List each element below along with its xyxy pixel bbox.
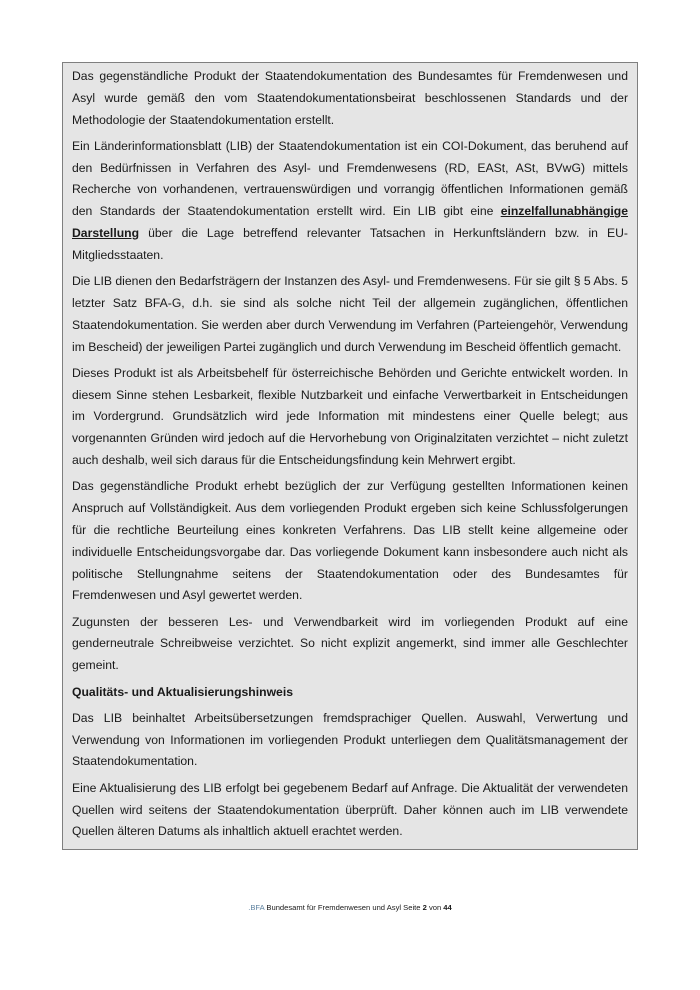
footer-of-word: von [426, 903, 444, 912]
lib-definition-text-start: Ein Länderinformationsblatt (LIB) der Staatendokumentation ist ein COI-Dokument, das beruhend auf den Bedürfnissen in Verfahren des Asyl- und Fremdenwesens (RD, EASt, ASt, BVwG) mittels Recherche von vorhandenen, vertrauenswürdigen und vorrangig öffentlichen Informationen gemäß den Standards der Staatendokumentation erstellt wird. Ein LIB gibt eine [72, 138, 628, 219]
paragraph-arbeitsuebersetzungen: Das LIB beinhaltet Arbeitsübersetzungen fremdsprachiger Quellen. Auswahl, Verwertung und Verwendung von Informationen im vorliegenden Produkt unterliegen dem Qualitätsmanagement der Staatendokumentation. [72, 710, 628, 769]
emphasized-phrase: einzelfallunabhängige Darstellung [72, 204, 628, 241]
paragraph-bedarfstraeger: Die LIB dienen den Bedarfsträgern der Instanzen des Asyl- und Fremdenwesens. Für sie gilt § 5 Abs. 5 letzter Satz BFA-G, d.h. sie sind als solche nicht Teil der allgemein zugänglichen, öffentlichen Staatendokumentation. Sie werden aber durch Verwendung im Verfahren (Parteiengehör, Verwendung im Bescheid) der jeweiligen Partei zugänglich und durch Verwendung im Bescheid öffentlich gemacht. [72, 274, 628, 354]
footer-org-text: Bundesamt für Fremdenwesen und Asyl Seite [264, 903, 423, 912]
paragraph-genderneutral: Zugunsten der besseren Les- und Verwendbarkeit wird im vorliegenden Produkt auf eine genderneutrale Schreibweise verzichtet. So nicht explizit angemerkt, sind immer alle Geschlechter gemeint. [72, 614, 628, 673]
disclaimer-box [62, 62, 638, 850]
lib-definition-text-end: über die Lage betreffend relevanter Tatsachen in Herkunftsländern bzw. in EU-Mitgliedsstaaten. [72, 226, 628, 262]
paragraph-arbeitsbehelf: Dieses Produkt ist als Arbeitsbehelf für österreichische Behörden und Gerichte entwickelt worden. In diesem Sinne stehen Lesbarkeit, flexible Nutzbarkeit und einfache Verwertbarkeit in Entscheidungen im Vordergrund. Grundsätzlich wird jede Information mit mindestens einer Quelle belegt; aus vorgenannten Gründen wird jedoch auf die Hervorhebung von Originalzitaten verzichtet – nicht zuletzt auch deshalb, weil sich daraus für die Entscheidungsfindung kein Mehrwert ergibt. [72, 365, 628, 468]
footer-total-pages: 44 [443, 903, 452, 912]
page-footer [0, 903, 700, 913]
footer-page-number: 2 [422, 903, 427, 912]
section-heading-qualitaet: Qualitäts- und Aktualisierungshinweis [72, 684, 293, 699]
bfa-logo-text: .BFA [248, 903, 265, 912]
paragraph-vollstaendigkeit: Das gegenständliche Produkt erhebt bezüglich der zur Verfügung gestellten Informationen keinen Anspruch auf Vollständigkeit. Aus dem vorliegenden Produkt ergeben sich keine Schlussfolgerungen für die rechtliche Beurteilung eines konkreten Verfahrens. Das LIB stellt keine allgemeine oder individuelle Entscheidungsvorgabe dar. Das vorliegende Dokument kann insbesondere auch nicht als politische Stellungnahme seitens der Staatendokumentation oder des Bundesamtes für Fremdenwesen und Asyl gewertet werden. [72, 479, 628, 603]
paragraph-aktualisierung: Eine Aktualisierung des LIB erfolgt bei gegebenem Bedarf auf Anfrage. Die Aktualität der verwendeten Quellen wird seitens der Staatendokumentation überprüft. Daher können auch im LIB verwendete Quellen älteren Datums als inhaltlich aktuell erachtet werden. [72, 780, 628, 839]
paragraph-product-standards: Das gegenständliche Produkt der Staatendokumentation des Bundesamtes für Fremdenwesen und Asyl wurde gemäß den vom Staatendokumentationsbeirat beschlossenen Standards und der Methodologie der Staatendokumentation erstellt. [72, 69, 628, 127]
paragraph-lib-definition [72, 136, 628, 267]
